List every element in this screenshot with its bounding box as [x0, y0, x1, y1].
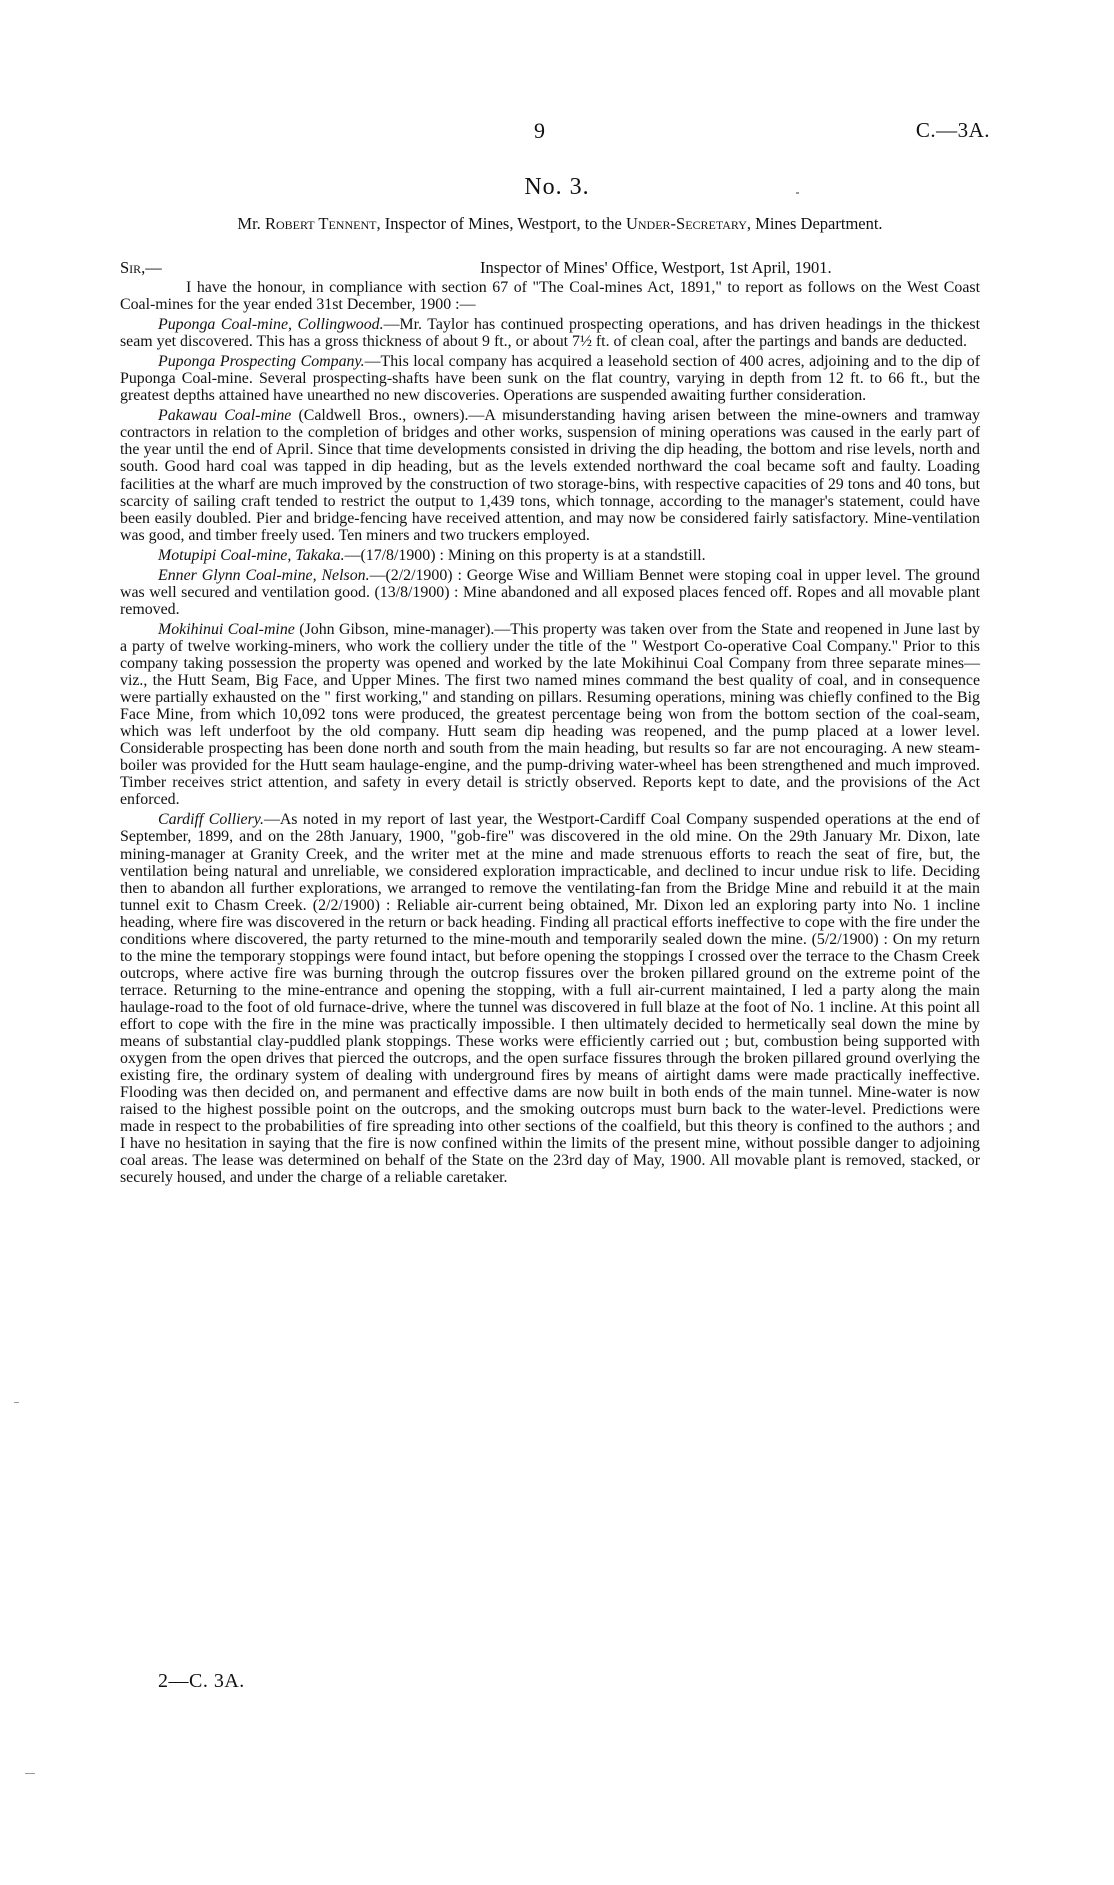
paragraph-title: Puponga Prospecting Company.: [158, 353, 365, 371]
signature-mark: 2—C. 3A.: [158, 1670, 245, 1692]
margin-mark: [14, 1402, 19, 1403]
paragraph-text: I have the honour, in compliance with section 67 of "The Coal-mines Act, 1891," to report as follows on the West Coast Coal-mines for the year ended 31st December, 1900 :—: [120, 279, 980, 314]
paragraph-title: Mokihinui Coal-mine: [158, 620, 295, 638]
paragraph-title: Pakawau Coal-mine: [158, 407, 292, 425]
paragraph-pakawau-coal-mine: [120, 407, 980, 543]
salutation: Sir,—: [120, 258, 162, 277]
paragraph-title: Enner Glynn Coal-mine, Nelson.: [158, 566, 370, 584]
paragraph-cardiff-colliery: [120, 811, 980, 1186]
addressee-middle: , Inspector of Mines, Westport, to the: [376, 214, 622, 233]
paragraph-intro: [120, 279, 980, 313]
addressee-prefix: Mr.: [237, 214, 261, 233]
page-header: [0, 118, 1114, 148]
paragraph-text: —(2/2/1900) : George Wise and William Bennet were stoping coal in upper level. The ground was well secured and ventilation good. (13/8/1900) : Mine abandoned and all exposed places fenced off. Ropes and all movable plant removed.: [120, 566, 980, 618]
margin-mark: [25, 1773, 35, 1774]
paragraph-text: (John Gibson, mine-manager).—This property was taken over from the State and reopened in June last by a party of twelve working-miners, who work the colliery under the title of the " Westport Co-operative Coal Company." Prior to this company taking possession the property was opened and worked by the late Mokihinui Coal Company from three separate mines—viz., the Hutt Seam, Big Face, and Upper Mines. The first two named mines command the best quality of coal, and in consequence were partially exhausted on the " first working," and standing on pillars. Resuming operations, mining was chiefly confined to the Big Face Mine, from which 10,092 tons were produced, the greatest percentage being won from the bottom section of the coal-seam, which was left underfoot by the old company. Hutt seam dip heading was reopened, and the pump placed at a lower level. Considerable prospecting has been done north and south from the main heading, but results so far are not encouraging. A new steam-boiler was provided for the Hutt seam haulage-engine, and the pump-driving water-wheel has been strengthened and much improved. Timber receives strict attention, and safety in every detail is strictly observed. Reports kept to date, and the provisions of the Act enforced.: [120, 620, 981, 809]
paragraph-title: Puponga Coal-mine, Collingwood.: [158, 316, 384, 334]
addressee-suffix: , Mines Department.: [746, 214, 883, 233]
paragraph-title: Cardiff Colliery.: [158, 811, 264, 829]
paragraph-text: —As noted in my report of last year, the Westport-Cardiff Coal Company suspended operations at the end of September, 1899, and on the 28th January, 1900, "gob-fire" was discovered in the old mine. On the 29th January Mr. Dixon, late mining-manager at Granity Creek, and the writer met at the mine and made strenuous efforts to reach the seat of fire, but, the ventilation being natural and unreliable, we considered exploration impracticable, and declined to incur undue risk to life. Deciding then to abandon all further explorations, we arranged to remove the ventilating-fan from the Bridge Mine and rebuild it at the main tunnel exit to Chasm Creek. (2/2/1900) : Reliable air-current being obtained, Mr. Dixon led an exploring party into No. 1 incline heading, where fire was discovered in the return or back heading. Finding all practical efforts ineffective to cope with the fire under the conditions where discovered, the party returned to the mine-mouth and temporarily sealed down the mine. (5/2/1900) : On my return to the mine the temporary stoppings were found intact, but before opening the stoppings I crossed over the terrace to the Chasm Creek outcrops, where active fire was burning through the outcrop fissures over the broken pillared ground on the extreme point of the terrace. Returning to the mine-entrance and opening the stopping, with a full air-current maintained, I led a party along the main haulage-road to the foot of old furnace-drive, where the tunnel was discovered in full blaze at the foot of No. 1 incline. At this point all effort to cope with the fire in the mine was practically impossible. I then ultimately decided to hermetically seal down the mine by means of substantial clay-puddled plank stoppings. These works were efficiently carried out ; but, combustion being supported with oxygen from the open drives that pierced the outcrops, and the open surface fissures through the broken pillared ground overlying the existing fire, the ordinary system of dealing with underground fires by means of airtight dams were made practically ineffective. Flooding was then decided on, and permanent and effective dams are now built in both ends of the main tunnel. Mine-water is now raised to the highest possible point on the outcrops, and the smoking outcrops must burn back to the water-level. Predictions were made in respect to the probabilities of fire spreading into other sections of the coalfield, but this theory is confined to the authors ; and I have no hesitation in saying that the fire is now confined within the limits of the present mine, without possible danger to adjoining coal areas. The lease was determined on behalf of the State on the 23rd day of May, 1900. All movable plant is removed, stacked, or securely housed, and under the charge of a reliable caretaker.: [120, 811, 980, 1187]
addressee-line: [120, 214, 1000, 233]
paragraph-text: —Mr. Taylor has continued prospecting operations, and has driven headings in the thickest seam yet discovered. This has a gross thickness of about 9 ft., or about 7½ ft. of clean coal, after the partings and bands are deducted.: [120, 316, 980, 351]
document-reference: C.—3A.: [915, 118, 990, 142]
recipient-title: Under-Secretary: [625, 214, 747, 233]
inspector-name: Robert Tennent: [264, 214, 377, 233]
paragraph-puponga-prospecting: [120, 353, 980, 404]
speck-mark: [796, 192, 799, 194]
paragraph-text: —This local company has acquired a leasehold section of 400 acres, adjoining and to the dip of Puponga Coal-mine. Several prospecting-shafts have been sunk on the flat country, varying in depth from 12 ft. to 66 ft., but the greatest depths attained have unearthed no new discoveries. Operations are suspended awaiting further consideration.: [120, 353, 980, 405]
page-number: 9: [534, 118, 545, 143]
office-date-line: Inspector of Mines' Office, Westport, 1st April, 1901.: [480, 258, 832, 277]
document-number: No. 3.: [524, 174, 590, 200]
paragraph-title: Motupipi Coal-mine, Takaka.: [158, 546, 345, 564]
paragraph-puponga-coal-mine: [120, 316, 980, 350]
salutation-row: [120, 258, 980, 278]
paragraph-text: —(17/8/1900) : Mining on this property is at a standstill.: [344, 546, 706, 564]
paragraph-mokihinui-coal-mine: [120, 621, 980, 809]
report-body: [120, 279, 980, 1189]
paragraph-enner-glynn-coal-mine: [120, 567, 980, 618]
paragraph-motupipi-coal-mine: [120, 547, 980, 564]
paragraph-text: (Caldwell Bros., owners).—A misunderstanding having arisen between the mine-owners and tramway contractors in relation to the completion of bridges and other works, suspension of mining operations was caused in the early part of the year until the end of April. Since that time developments consisted in driving the dip heading, the bottom and rise levels, north and south. Good hard coal was tapped in dip heading, but as the levels extended northward the coal became soft and faulty. Loading facilities at the wharf are much improved by the construction of two storage-bins, with respective capacities of 29 tons and 40 tons, but scarcity of sailing craft tended to restrict the output to 1,439 tons, which tonnage, according to the manager's statement, could have been easily doubled. Pier and bridge-fencing have received attention, and may now be considered fairly satisfactory. Mine-ventilation was good, and timber freely used. Ten miners and two truckers employed.: [120, 407, 980, 544]
